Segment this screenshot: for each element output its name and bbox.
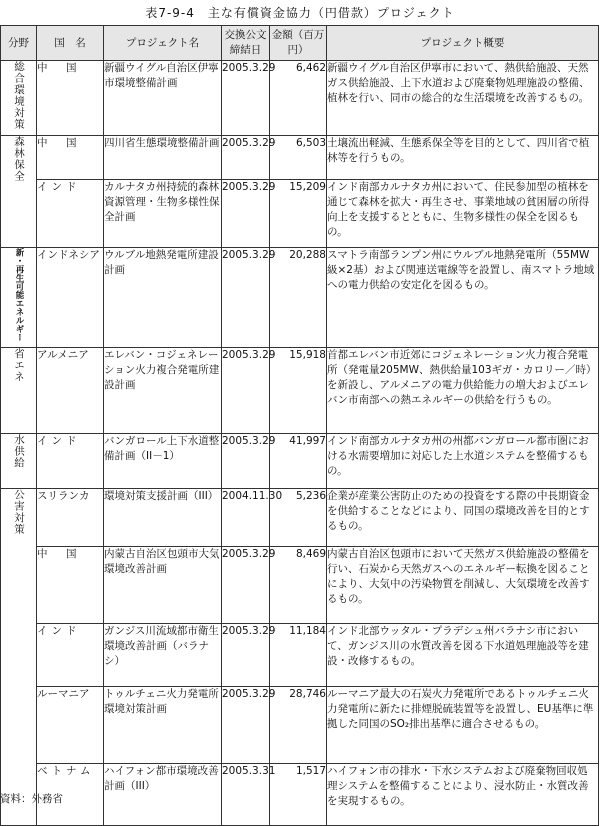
summary-cell: 新疆ウイグル自治区伊寧市において、熱供給施設、天然ガス供給施設、上下水道および廃棄物処理施設の整備、植林を行い、同市の総合的な生活環境を改善するもの。 (327, 61, 599, 136)
amount-cell: 20,288 (270, 248, 327, 348)
source-note: 資料：外務省 (0, 793, 63, 805)
header-summary: プロジェクト概要 (327, 26, 599, 61)
table-row (1, 623, 599, 686)
field-cell (1, 248, 37, 348)
table-row (1, 763, 599, 825)
field-cell (1, 136, 37, 248)
amount-cell: 11,184 (270, 623, 327, 686)
summary-cell: インド北部ウッタル・プラデシュ州バラナシ市において、ガンジス川の水質改善を図る下水道処理施設等を建設・改修するもの。 (327, 623, 599, 686)
country-cell: インド (37, 433, 104, 488)
project-cell: 内蒙古自治区包頭市大気環境改善計画 (104, 546, 222, 623)
header-country: 国 名 (37, 26, 104, 61)
amount-cell: 1,517 (270, 763, 327, 825)
date-cell: 2005.3.29 (222, 546, 270, 623)
country-cell: 中 国 (37, 61, 104, 136)
table-row (1, 136, 599, 180)
amount-cell: 6,503 (270, 136, 327, 180)
summary-cell: スマトラ南部ランプン州にウルブル地熱発電所（55MW級×2基）および関連送電線等を設置し、南スマトラ地域への電力供給の安定化を図るもの。 (327, 248, 599, 348)
field-cell (1, 488, 37, 825)
amount-cell: 15,209 (270, 180, 327, 248)
summary-cell: インド南部カルナタカ州において、住民参加型の植林を通じて森林を拡大・再生させ、事業地域の貧困層の所得向上を支援するとともに、生物多様性の保全を図るもの。 (327, 180, 599, 248)
table-row (1, 488, 599, 546)
project-cell: 四川省生態環境整備計画 (104, 136, 222, 180)
header-field: 分野 (1, 26, 37, 61)
amount-cell: 41,997 (270, 433, 327, 488)
date-cell: 2005.3.29 (222, 248, 270, 348)
project-cell: エレバン・コジェネレーション火力複合発電所建設計画 (104, 347, 222, 433)
field-label: 公害対策 (13, 488, 25, 535)
project-cell: バンガロール上下水道整備計画（II－1） (104, 433, 222, 488)
field-cell (1, 433, 37, 488)
date-cell: 2005.3.29 (222, 136, 270, 180)
country-cell: アルメニア (37, 347, 104, 433)
country-cell: インド (37, 623, 104, 686)
summary-cell: ルーマニア最大の石炭火力発電所であるトゥルチェニ火力発電所に新たに排煙脱硫装置等を設置し、EU基準に準拠した同国のSO₂排出基準に適合させるもの。 (327, 686, 599, 763)
country-cell: スリランカ (37, 488, 104, 546)
date-cell: 2005.3.29 (222, 686, 270, 763)
project-cell: ガンジス川流域都市衛生環境改善計画（バラナシ） (104, 623, 222, 686)
date-cell: 2005.3.29 (222, 623, 270, 686)
country-cell: インド (37, 180, 104, 248)
project-cell: トゥルチェニ火力発電所環境対策計画 (104, 686, 222, 763)
summary-cell: ハイフォン市の排水・下水システムおよび廃棄物回収処理システムを整備することにより、浸水防止・水質改善を実現するもの。 (327, 763, 599, 825)
date-cell: 2005.3.29 (222, 61, 270, 136)
field-cell (1, 347, 37, 433)
amount-cell: 28,746 (270, 686, 327, 763)
amount-cell: 5,236 (270, 488, 327, 546)
amount-cell: 8,469 (270, 546, 327, 623)
project-cell: 新疆ウイグル自治区伊寧市環境整備計画 (104, 61, 222, 136)
date-cell: 2005.3.29 (222, 433, 270, 488)
date-cell: 2004.11.30 (222, 488, 270, 546)
summary-cell: 土壌流出軽減、生態系保全等を目的として、四川省で植林等を行うもの。 (327, 136, 599, 180)
project-cell: ハイフォン都市環境改善計画（III） (104, 763, 222, 825)
amount-cell: 6,462 (270, 61, 327, 136)
header-project: プロジェクト名 (104, 26, 222, 61)
table-row (1, 347, 599, 433)
amount-cell: 15,918 (270, 347, 327, 433)
field-cell (1, 61, 37, 136)
project-cell: ウルブル地熱発電所建設計画 (104, 248, 222, 348)
table-row (1, 433, 599, 488)
field-label: 新・再生可能エネルギー (14, 248, 24, 342)
summary-cell: 企業が産業公害防止のための投資をする際の中長期資金を供給することなどにより、同国の環境改善を目的とするもの。 (327, 488, 599, 546)
field-label: 水供給 (13, 433, 25, 468)
project-cell: カルナタカ州持続的森林資源管理・生物多様性保全計画 (104, 180, 222, 248)
table-row (1, 61, 599, 136)
field-label: 省エネ (13, 347, 25, 382)
date-cell: 2005.3.31 (222, 763, 270, 825)
table-title: 表7-9-4 主な有償資金協力（円借款）プロジェクト (145, 6, 455, 20)
country-cell: ルーマニア (37, 686, 104, 763)
country-cell: 中 国 (37, 546, 104, 623)
summary-cell: 首都エレバン市近郊にコジェネレーション火力複合発電所（発電量205MW、熱供給量103ギガ・カロリー／時）を新設し、アルメニアの電力供給能力の増大およびエレバン市南部への熱エネルギーの供給を行うもの。 (327, 347, 599, 433)
date-cell: 2005.3.29 (222, 347, 270, 433)
summary-cell: インド南部カルナタカ州の州都バンガロール都市圏における水需要増加に対応した上水道システムを整備するもの。 (327, 433, 599, 488)
field-label: 総合環境対策 (13, 61, 25, 130)
country-cell: ベトナム (37, 763, 104, 825)
table-row (1, 546, 599, 623)
table-row (1, 686, 599, 763)
project-table (0, 25, 599, 826)
field-label: 森林保全 (13, 136, 25, 182)
table-row (1, 180, 599, 248)
project-cell: 環境対策支援計画（III） (104, 488, 222, 546)
header-date: 交換公文締結日 (222, 26, 270, 61)
date-cell: 2005.3.29 (222, 180, 270, 248)
header-row (1, 26, 599, 61)
header-amount: 金額（百万円） (270, 26, 327, 61)
table-row (1, 248, 599, 348)
country-cell: 中 国 (37, 136, 104, 180)
country-cell: インドネシア (37, 248, 104, 348)
summary-cell: 内蒙古自治区包頭市において天然ガス供給施設の整備を行い、石炭から天然ガスへのエネルギー転換を図ることにより、大気中の汚染物質を削減し、大気環境を改善するもの。 (327, 546, 599, 623)
